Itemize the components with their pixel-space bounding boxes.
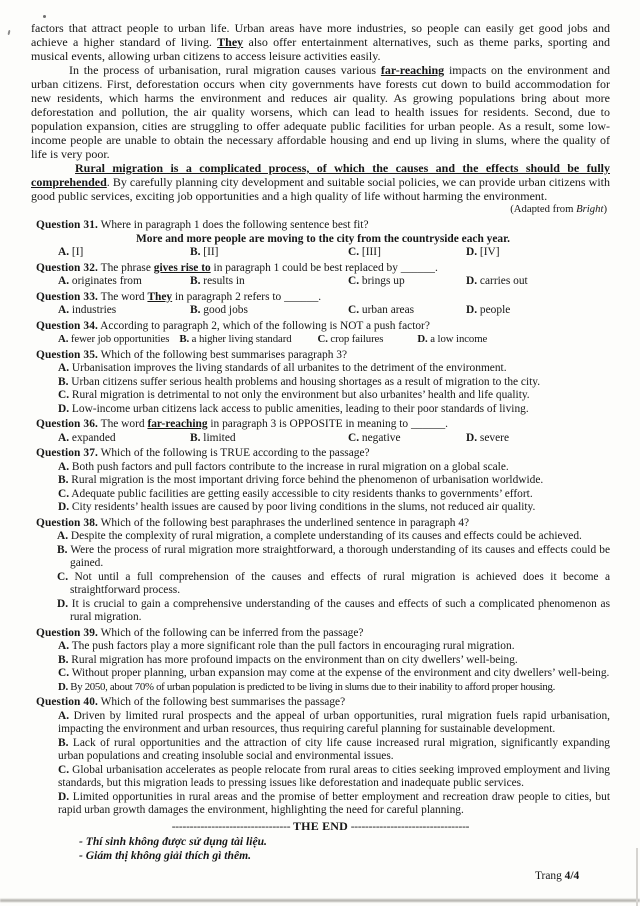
- option-letter: D.: [466, 431, 478, 444]
- answer-option: D. By 2050, about 70% of urban population is predicted to be living in slums due to their inability to afford proper housing.: [58, 680, 555, 693]
- option-letter: C.: [348, 431, 360, 444]
- stem-text: in paragraph 2 refers to: [172, 290, 285, 303]
- question-number: Question 39.: [36, 626, 98, 639]
- question-block: [36, 517, 610, 625]
- answer-option: B. Lack of rural opportunities and the attraction of city life cause increased rural migration, significantly expanding urban populations and creating insoluble social and environmental issues.: [58, 736, 610, 762]
- stem-text: The word: [97, 290, 148, 303]
- stem-text: Which of the following best summarises the passage?: [97, 696, 346, 708]
- stem-text: Where in paragraph 1 does the following sentence best fit?: [97, 219, 369, 231]
- stem-text: Which of the following can be inferred from the passage?: [97, 626, 364, 639]
- question-number: Question 36.: [36, 418, 98, 430]
- passage-text: also offer entertainment alternatives, such as theme parks, sporting and musical events, allowing urban citizens to access leisure activities easily.: [31, 35, 611, 63]
- option-letter: A.: [58, 246, 70, 258]
- stem-keyword: far-reaching: [147, 418, 208, 430]
- option-letter: A.: [58, 640, 70, 652]
- answer-option: A. fewer job opportunities: [58, 333, 170, 345]
- answer-option: B. good jobs: [190, 304, 248, 316]
- answer-option: C. [III]: [348, 246, 381, 258]
- answer-option: B. limited: [190, 431, 236, 444]
- option-letter: B.: [190, 275, 201, 287]
- option-letter: B.: [58, 736, 69, 749]
- question-number: Question 37.: [36, 447, 98, 459]
- option-letter: D.: [58, 501, 70, 513]
- passage-text: impacts on the environment and urban citizens. First, deforestation occurs when city governments have forests cut down to build accommodation for new residents, which harms the environment and reduces air quality. As growing populations bring about more deforestation and pollution, the air quality worsens, which can lead to health issues for residents. Second, due to population expansion, cities are struggling to offer adequate public facilities for urban people. As a result, some low-income people are unable to obtain the necessary affordable housing and end up living in slums, where the quality of life is very poor.: [31, 63, 610, 161]
- answer-option: D. carries out: [466, 275, 528, 287]
- question-number: Question 32.: [36, 261, 98, 274]
- stem-text: in paragraph 3 is OPPOSITE in meaning to: [207, 418, 411, 430]
- question-block: [36, 627, 610, 695]
- option-letter: C.: [58, 389, 70, 401]
- answer-option: D. Limited opportunities in rural areas and the promise of better employment and recreation draw people to cities, but rapid urban growth damages the environment, highlighting the need for careful planning.: [58, 790, 610, 816]
- option-letter: D.: [466, 304, 478, 316]
- answer-option: C. urban areas: [348, 304, 415, 316]
- answer-option: D. people: [466, 304, 511, 316]
- stem-text: ______.: [284, 290, 322, 303]
- exam-notes: [31, 835, 610, 863]
- question-block: [36, 291, 610, 318]
- question-number: Question 35.: [36, 348, 98, 361]
- answer-option: B. Urban citizens suffer serious health problems and housing shortages as a result of migration to the city.: [58, 375, 541, 388]
- option-letter: A.: [57, 530, 69, 542]
- passage-underlined-sentence: Rural migration is a complicated process, of which the causes and the effects should be fully comprehended: [31, 161, 610, 189]
- answer-option: A. Driven by limited rural prospects and the appeal of urban opportunities, rural migration fuels rapid urbanisation, impacting the environment and urban resources, thus requiring careful planning for sustainable development.: [58, 709, 610, 735]
- answer-option: A. The push factors play a more significant role than the pull factors in encouraging rural migration.: [58, 640, 515, 652]
- answer-option: C. crop failures: [317, 333, 384, 345]
- option-letter: D.: [417, 333, 428, 345]
- answer-option: D. severe: [466, 431, 510, 444]
- stem-text: Which of the following is TRUE according to the passage?: [97, 447, 370, 459]
- option-letter: A.: [58, 304, 70, 316]
- question-centered-sentence: More and more people are moving to the city from the countryside each year.: [136, 232, 510, 245]
- option-letter: C.: [348, 275, 360, 287]
- passage-paragraph-2: [31, 63, 610, 161]
- question-number: Question 33.: [36, 290, 98, 303]
- source-text: ): [603, 203, 607, 215]
- dashes: ---------------------------------: [350, 820, 470, 833]
- options-row: [36, 275, 610, 289]
- option-letter: D.: [57, 597, 69, 610]
- option-letter: B.: [58, 474, 69, 486]
- answer-option: D. It is crucial to gain a comprehensive understanding of the causes and effects of such a complicated phenomenon as rural migration.: [57, 597, 610, 623]
- scan-speck: [43, 15, 46, 18]
- passage-text: factors that attract people to urban life. Urban areas have more industries, so people can easily get good jobs and achieve a higher standard of living.: [31, 21, 610, 49]
- answer-option: C. Global urbanisation accelerates as people relocate from rural areas to cities seeking improved employment and living standards, but this migration leads to pressing issues like deforestation and inadequate public services.: [58, 763, 610, 789]
- passage-source: [31, 203, 610, 216]
- option-letter: C.: [58, 763, 70, 776]
- option-letter: B.: [190, 304, 201, 316]
- passage-text: . By carefully planning city development and suitable social policies, we can provide urban citizens with good public services, exciting job opportunities and a high quality of life without harming the environment.: [31, 175, 610, 203]
- stem-keyword: gives rise to: [153, 261, 211, 274]
- scan-edge-right: [636, 848, 638, 906]
- stem-text: Which of the following best summarises paragraph 3?: [97, 348, 348, 361]
- answer-option: A. [I]: [58, 246, 84, 258]
- option-letter: A.: [58, 460, 70, 473]
- option-letter: D.: [466, 246, 478, 258]
- question-number: Question 31.: [36, 219, 98, 231]
- answer-option: A. Both push factors and pull factors contribute to the increase in rural migration on a global scale.: [58, 460, 509, 473]
- answer-option: C. Without proper planning, urban expansion may come at the expense of the environment and city dwellers’ well-being.: [58, 667, 610, 679]
- note-line: - Giám thị không giải thích gì thêm.: [79, 849, 252, 863]
- stem-text: Which of the following best paraphrases the underlined sentence in paragraph 4?: [97, 516, 470, 529]
- option-letter: C.: [348, 304, 360, 316]
- note-line: - Thí sinh không được sử dụng tài liệu.: [79, 835, 267, 848]
- answer-option: C. negative: [348, 431, 401, 444]
- answer-option: B. a higher living standard: [179, 333, 292, 345]
- answer-option: C. Adequate public facilities are getting easily accessible to city residents thanks to governments’ effort.: [58, 487, 533, 500]
- option-letter: A.: [58, 333, 69, 345]
- the-end-label: THE END: [292, 818, 349, 833]
- stem-text: ______.: [400, 261, 438, 274]
- passage-text: In the process of urbanisation, rural migration causes various: [69, 63, 381, 77]
- answer-option: C. Rural migration is detrimental to not only the environment but also urbanites’ health and life quality.: [58, 389, 530, 401]
- page-number-label: Trang: [535, 870, 562, 882]
- question-stem: [36, 517, 610, 531]
- question-block: [36, 349, 610, 417]
- option-letter: D.: [58, 402, 70, 415]
- answer-option: B. Rural migration is the most important driving force behind the phenomenon of urbanisation worldwide.: [58, 474, 544, 486]
- option-letter: C.: [58, 487, 70, 500]
- option-letter: C.: [57, 570, 69, 583]
- the-end-line: [31, 820, 610, 835]
- answer-option: D. Low-income urban citizens lack access to public amenities, leading to their poor standards of living.: [58, 402, 529, 415]
- question-stem: [36, 447, 610, 461]
- question-number: Question 40.: [36, 696, 98, 708]
- options-row: [36, 246, 610, 260]
- question-block: [36, 447, 610, 515]
- question-block: [36, 262, 610, 289]
- option-letter: B.: [58, 375, 69, 388]
- option-letter: C.: [58, 667, 70, 679]
- option-letter: A.: [58, 709, 70, 722]
- option-letter: B.: [179, 333, 190, 345]
- answer-option: B. results in: [190, 275, 245, 287]
- question-block: [36, 320, 610, 347]
- question-stem: [36, 349, 610, 363]
- option-letter: A.: [58, 275, 70, 287]
- question-stem: [36, 291, 610, 305]
- passage-paragraph-3: [31, 161, 610, 203]
- question-stem: [36, 627, 610, 641]
- passage-keyword-they: They: [217, 35, 244, 49]
- option-letter: B.: [57, 543, 68, 556]
- question-stem: [36, 320, 610, 334]
- question-block: [36, 418, 610, 445]
- answer-option: B. Were the process of rural migration more straightforward, a thorough understanding of its causes and effects could be gained.: [57, 543, 610, 569]
- answer-option: B. Rural migration has more profound impacts on the environment than on city dwellers’ well-being.: [58, 653, 518, 666]
- option-letter: B.: [190, 246, 201, 258]
- source-title: Bright: [576, 203, 604, 215]
- answer-option: A. Urbanisation improves the living standards of all urbanites to the detriment of the environment.: [58, 362, 507, 374]
- stem-text: in paragraph 1 could be best replaced by: [210, 261, 401, 274]
- option-letter: B.: [58, 653, 69, 666]
- answer-option: D. a low income: [417, 333, 488, 345]
- options-row: [36, 333, 610, 347]
- question-block: [36, 219, 610, 260]
- answer-option: C. brings up: [348, 275, 405, 287]
- answer-option: B. [II]: [190, 246, 219, 258]
- answer-option: D. City residents’ health issues are caused by poor living conditions in the slums, not reduced air quality.: [58, 501, 536, 513]
- question-stem: [36, 418, 610, 432]
- page-number-value: 4/4: [564, 870, 580, 882]
- option-letter: D.: [58, 680, 68, 693]
- stem-text: The word: [97, 418, 148, 430]
- dashes: ---------------------------------: [171, 820, 291, 833]
- question-number: Question 38.: [36, 516, 98, 529]
- question-stem: [36, 219, 610, 233]
- option-letter: B.: [190, 431, 201, 444]
- option-letter: C.: [317, 333, 328, 345]
- scan-speck: [7, 30, 10, 35]
- stem-keyword: They: [147, 290, 173, 303]
- answer-option: A. industries: [58, 304, 117, 316]
- source-text: (Adapted from: [510, 203, 577, 215]
- stem-text: ______.: [410, 418, 449, 430]
- answer-option: C. Not until a full comprehension of the causes and effects of rural migration is achieved does it become a straightforward process.: [57, 570, 610, 596]
- scan-edge-bottom: [0, 899, 640, 902]
- option-letter: C.: [348, 246, 360, 258]
- page-number: [535, 870, 579, 882]
- answer-option: A. originates from: [58, 275, 142, 287]
- question-stem: [36, 696, 610, 710]
- option-letter: A.: [58, 362, 70, 374]
- option-letter: D.: [466, 275, 478, 287]
- passage-paragraph-1: [31, 21, 610, 63]
- passage-keyword-far-reaching: far-reaching: [380, 63, 445, 77]
- options-row: [36, 304, 610, 318]
- question-number: Question 34.: [36, 319, 98, 332]
- stem-text: The phrase: [97, 261, 154, 274]
- questions-section: [36, 219, 610, 818]
- option-letter: D.: [58, 790, 70, 803]
- options-row: [36, 432, 610, 446]
- stem-text: According to paragraph 2, which of the following is NOT a push factor?: [97, 319, 430, 332]
- question-block: [36, 696, 610, 818]
- question-stem: [36, 262, 610, 276]
- option-letter: A.: [58, 431, 70, 444]
- answer-option: D. [IV]: [466, 246, 500, 258]
- answer-option: A. Despite the complexity of rural migration, a complete understanding of its causes and effects could be achieved.: [57, 530, 582, 542]
- answer-option: A. expanded: [58, 431, 116, 444]
